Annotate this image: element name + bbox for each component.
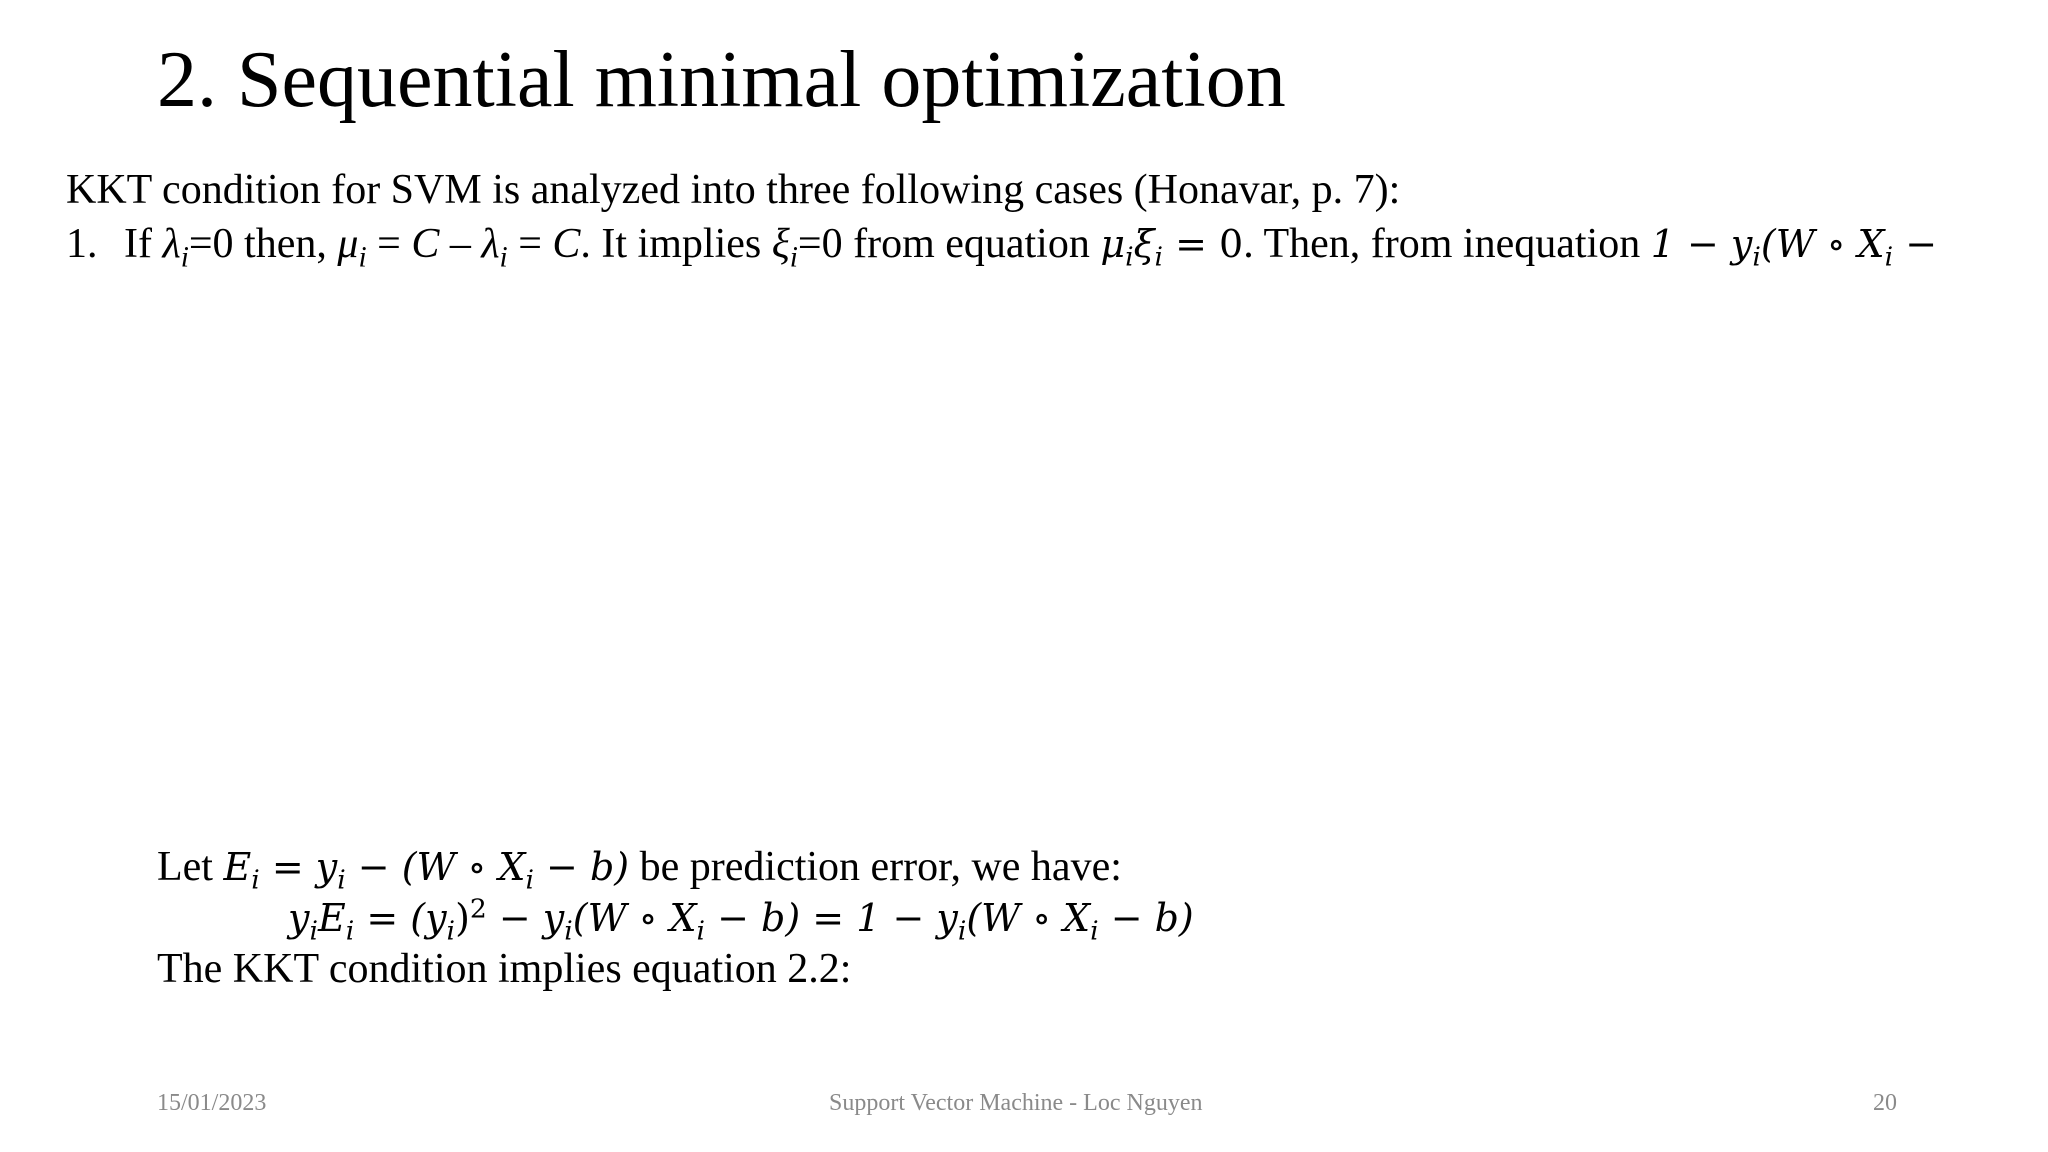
let-word: Let — [157, 844, 213, 890]
eq-square: 2 — [469, 893, 487, 925]
eq-part-2-sub: i — [564, 915, 573, 947]
equals-sign-2: = — [518, 221, 542, 267]
lambda-symbol: λ — [162, 221, 181, 267]
expanded-equation-line — [288, 893, 1194, 947]
footer-date: 15/01/2023 — [157, 1090, 267, 1116]
eq-part-1: = (y — [354, 896, 447, 940]
eq-part-5: (W ∘ X — [966, 896, 1091, 940]
inequation-sub-1: i — [1752, 241, 1761, 273]
mu-symbol: μ — [337, 221, 359, 267]
eq-part-5-sub: i — [1090, 915, 1099, 947]
mu-xi-mu-sub: i — [1125, 241, 1134, 273]
lambda-subscript: i — [180, 241, 189, 274]
footer-page-number: 20 — [1873, 1090, 1897, 1116]
xi-symbol: ξ — [771, 221, 790, 267]
prediction-error-expression — [223, 845, 630, 896]
eq-part-3: (W ∘ X — [572, 896, 697, 940]
eq-e-sub: i — [345, 915, 355, 947]
eq-part-2: − y — [486, 896, 565, 940]
case-1-number: 1. — [66, 221, 98, 267]
kkt-implies-line: The KKT condition implies equation 2.2: — [157, 946, 852, 992]
equals-sign-1: = — [377, 221, 401, 267]
xi-subscript: i — [789, 241, 798, 274]
eq-part-4: − b) = 1 − y — [705, 896, 958, 940]
lambda-symbol-2: λ — [481, 221, 500, 267]
c-symbol-2: C — [552, 221, 581, 267]
lambda-subscript-2: i — [499, 241, 508, 274]
inequation-expression — [1650, 222, 1938, 273]
mu-xi-xi-sub: i — [1154, 241, 1164, 273]
mu-xi-equation — [1100, 222, 1244, 273]
minus-sign: – — [449, 221, 471, 267]
eq-part-4-sub: i — [957, 915, 967, 947]
mu-xi-mu: μ — [1100, 222, 1126, 266]
case-1-then-from-inequation: . Then, from inequation — [1243, 221, 1641, 267]
let-y-sub: i — [337, 864, 346, 896]
case-1-eq-zero-then: =0 then, — [188, 221, 327, 267]
mu-subscript: i — [358, 241, 367, 274]
c-symbol-1: C — [411, 221, 440, 267]
let-x-sub: i — [525, 864, 534, 896]
eq-close-paren: ) — [455, 896, 470, 940]
prediction-error-line — [157, 842, 1122, 896]
eq-part-1-sub: i — [446, 915, 456, 947]
intro-text: KKT condition for SVM is analyzed into three following cases (Honavar, p. 7): — [66, 167, 1401, 213]
let-e: E — [223, 845, 252, 889]
inequation-part-2: (W ∘ X — [1760, 222, 1885, 266]
eq-y: y — [288, 896, 310, 940]
eq-part-6: − b) — [1098, 896, 1194, 940]
let-expr-1: = y — [259, 845, 338, 889]
inequation-sub-2: i — [1884, 241, 1894, 273]
inequation-part-3: − — [1893, 222, 1938, 266]
inequation-part-1: 1 − y — [1650, 222, 1753, 266]
eq-part-3-sub: i — [696, 915, 706, 947]
let-e-sub: i — [251, 864, 260, 896]
case-1-if: If — [124, 221, 152, 267]
expanded-equation — [288, 893, 1194, 947]
mu-xi-tail: = 0 — [1163, 222, 1244, 266]
let-tail: be prediction error, we have: — [639, 844, 1122, 890]
case-1-it-implies: . It implies — [580, 221, 762, 267]
let-expr-2: − (W ∘ X — [345, 845, 526, 889]
footer-title: Support Vector Machine - Loc Nguyen — [829, 1090, 1203, 1116]
case-1-line — [66, 216, 1937, 272]
case-1-from-equation: =0 from equation — [797, 221, 1090, 267]
let-expr-3: − b) — [533, 845, 630, 889]
eq-y-sub: i — [309, 915, 318, 947]
slide-title: 2. Sequential minimal optimization — [157, 36, 1286, 124]
eq-e: E — [317, 896, 346, 940]
mu-xi-xi: ξ — [1133, 222, 1155, 266]
